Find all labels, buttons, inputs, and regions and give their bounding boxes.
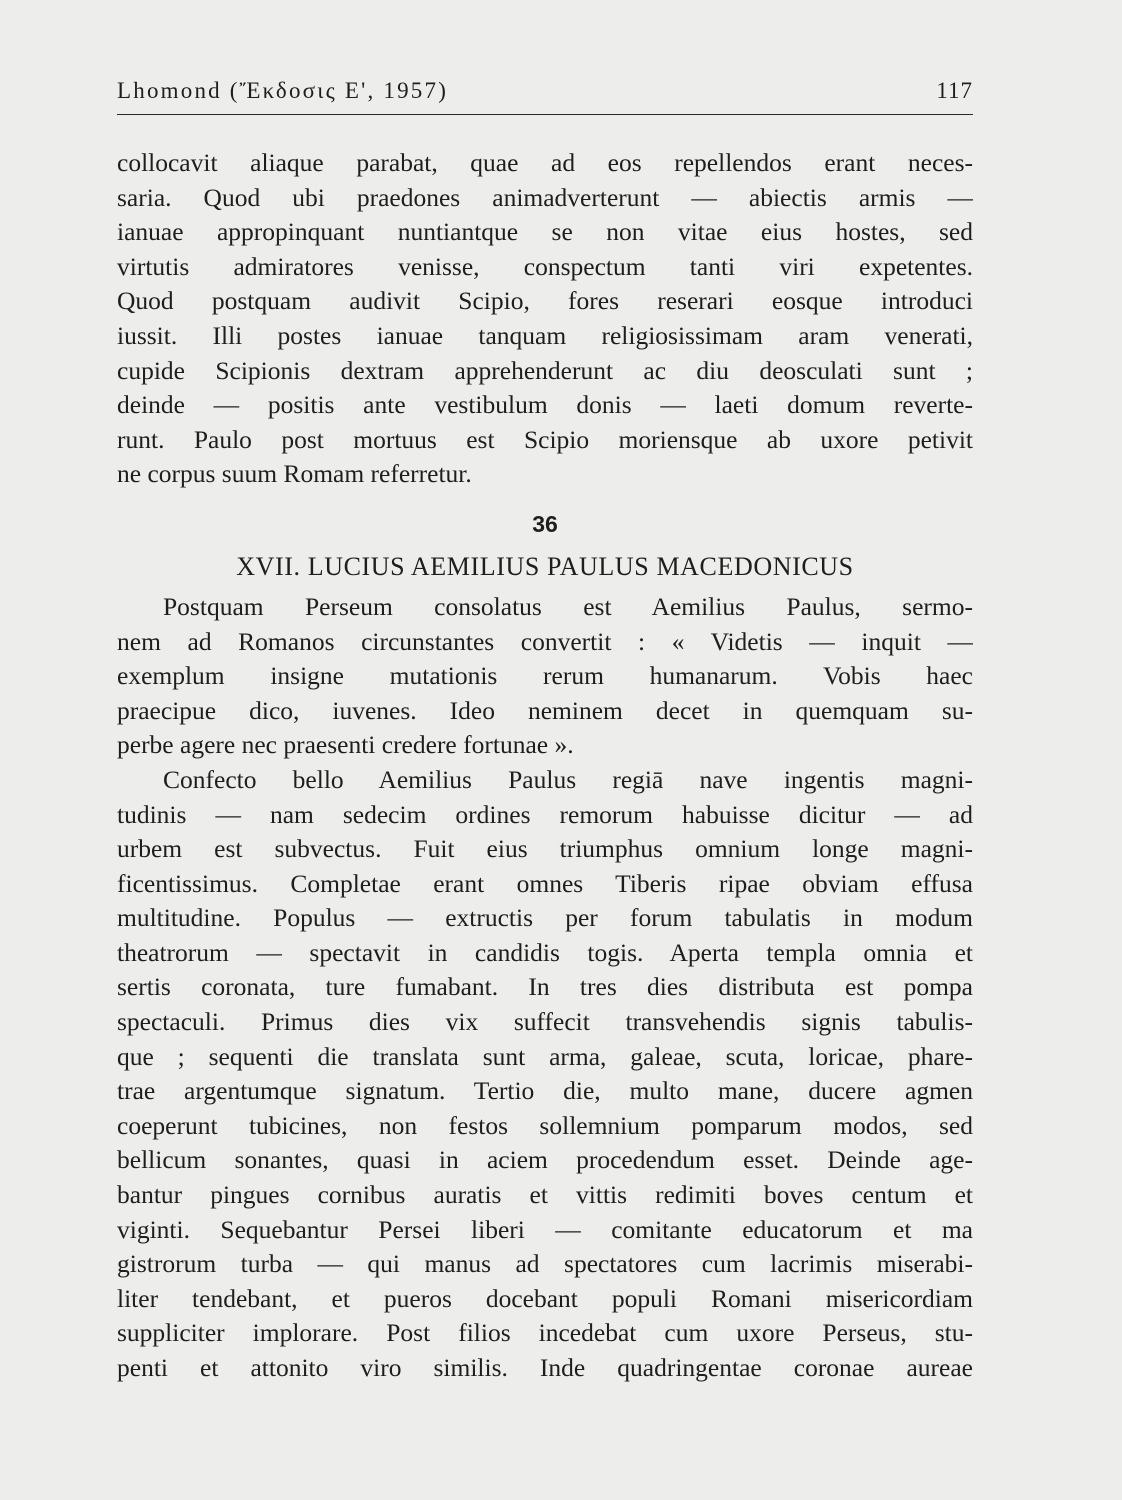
text-line: Postquam Perseum consolatus est Aemilius Paulus, sermo- <box>163 591 973 621</box>
text-line: multitudine. Populus — extructis per forum tabulatis in modum <box>117 903 973 933</box>
text-line: viginti. Sequebantur Persei liberi — comitante educatorum et ma <box>117 1214 973 1244</box>
text-line: theatrorum — spectavit in candidis togis. Aperta templa omnia et <box>117 937 973 967</box>
text-line: spectaculi. Primus dies vix suffecit transvehendis signis tabulis- <box>117 1007 973 1037</box>
text-line: gistrorum turba — qui manus ad spectatores cum lacrimis miserabi- <box>117 1249 973 1279</box>
paragraph-2 <box>117 763 973 1386</box>
text-line: trae argentumque signatum. Tertio die, multo mane, ducere agmen <box>117 1076 973 1106</box>
text-line: suppliciter implorare. Post filios incedebat cum uxore Perseus, stu- <box>117 1318 973 1348</box>
text-line: Quod postquam audivit Scipio, fores reserari eosque introduci <box>117 286 973 316</box>
continuation-paragraph <box>117 146 973 492</box>
text-line: Confecto bello Aemilius Paulus regiā nave ingentis magni- <box>163 764 973 794</box>
text-line: cupide Scipionis dextram apprehenderunt ac diu deosculati sunt ; <box>117 355 973 385</box>
chapter-title: XVII. LUCIUS AEMILIUS PAULUS MACEDONICUS <box>236 551 854 581</box>
text-line: bellicum sonantes, quasi in aciem procedendum esset. Deinde age- <box>117 1145 973 1175</box>
text-line: tudinis — nam sedecim ordines remorum habuisse dicitur — ad <box>117 799 973 829</box>
text-line: exemplum insigne mutationis rerum humanarum. Vobis haec <box>117 661 973 691</box>
running-title: Lhomond (Ἔκδοσις Ε', 1957) <box>117 78 449 103</box>
text-line: praecipue dico, iuvenes. Ideo neminem decet in quemquam su- <box>117 695 973 725</box>
text-line: urbem est subvectus. Fuit eius triumphus omnium longe magni- <box>117 834 973 864</box>
header-rule <box>117 114 973 115</box>
text-line: saria. Quod ubi praedones animadverterunt — abiectis armis — <box>117 182 973 212</box>
text-line: virtutis admiratores venisse, conspectum tanti viri expetentes. <box>117 251 973 281</box>
text-line: ficentissimus. Completae erant omnes Tiberis ripae obviam effusa <box>117 868 973 898</box>
running-head <box>117 76 973 106</box>
text-line: runt. Paulo post mortuus est Scipio moriensque ab uxore petivit <box>117 424 973 454</box>
section-number: 36 <box>532 510 558 537</box>
text-line: nem ad Romanos circunstantes convertit : « Videtis — inquit — <box>117 626 973 656</box>
paragraph-1 <box>117 590 973 763</box>
text-line: que ; sequenti die translata sunt arma, galeae, scuta, loricae, phare- <box>117 1041 973 1071</box>
text-block <box>117 146 973 1386</box>
text-line: deinde — positis ante vestibulum donis — laeti domum reverte- <box>117 390 973 420</box>
text-line: collocavit aliaque parabat, quae ad eos repellendos erant neces- <box>117 148 973 177</box>
text-line: iussit. Illi postes ianuae tanquam religiosissimam aram venerati, <box>117 320 973 350</box>
text-line: perbe agere nec praesenti credere fortunae ». <box>117 730 574 760</box>
text-line: penti et attonito viro similis. Inde quadringentae coronae aureae <box>117 1353 973 1382</box>
text-line: ne corpus suum Romam referretur. <box>117 459 472 489</box>
text-line: sertis coronata, ture fumabant. In tres dies distributa est pompa <box>117 972 973 1002</box>
text-line: bantur pingues cornibus auratis et vittis redimiti boves centum et <box>117 1180 973 1210</box>
text-line: liter tendebant, et pueros docebant populi Romani misericordiam <box>117 1283 973 1313</box>
text-line: coeperunt tubicines, non festos sollemnium pomparum modos, sed <box>117 1110 973 1140</box>
page-number: 117 <box>936 78 973 103</box>
text-line: ianuae appropinquant nuntiantque se non vitae eius hostes, sed <box>117 217 973 247</box>
